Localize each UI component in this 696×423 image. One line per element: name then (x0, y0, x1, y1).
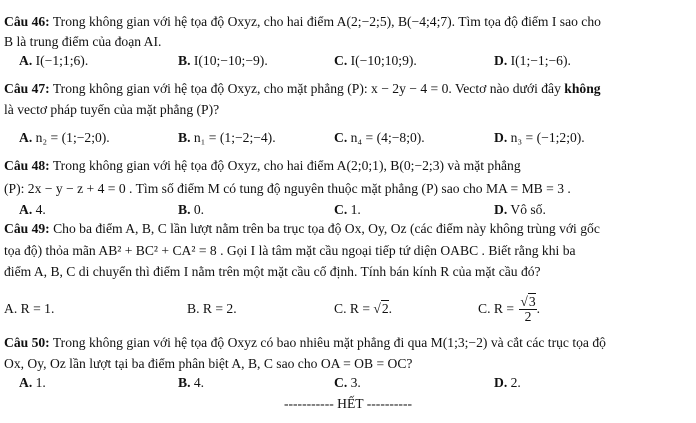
question-47-line-1 (4, 80, 601, 97)
option-value: I(1;−1;−6). (510, 53, 571, 68)
option-value: R = 1. (20, 301, 55, 316)
option-value: 0. (193, 202, 205, 217)
option-label: B. (178, 375, 191, 390)
option-value: 2. (510, 375, 521, 390)
option-b[interactable] (178, 52, 268, 70)
question-50-line-2 (4, 355, 412, 372)
option-value: I(−10;10;9). (350, 53, 417, 68)
option-d[interactable] (494, 52, 571, 70)
option-value: 3. (350, 375, 361, 390)
option-value: R = (349, 301, 374, 316)
option-label: B. (187, 301, 200, 316)
question-49-text: Cho ba điểm A, B, C lần lượt nằm trên ba trục tọa độ Ox, Oy, Oz (các điểm này không trùng với gốc (49, 221, 600, 236)
sqrt-icon: √ (373, 301, 381, 316)
footer-text: ----------- HẾT ---------- (283, 396, 413, 411)
option-value-end: . (536, 301, 541, 316)
option-label: D. (494, 130, 508, 145)
option-value: 1. (350, 202, 361, 217)
option-value: Vô số. (510, 202, 546, 217)
question-49-line-1 (4, 220, 600, 237)
option-d[interactable] (494, 201, 546, 219)
question-46-text: Trong không gian với hệ tọa độ Oxyz, cho hai điểm A(2;−2;5), B(−4;4;7). Tìm tọa độ điểm I sao cho (49, 14, 601, 29)
question-46-label: Câu 46: (4, 14, 50, 29)
question-50-label: Câu 50: (4, 335, 50, 350)
option-label: C. (478, 301, 491, 316)
question-48-options (0, 201, 696, 219)
question-48-line-1 (4, 157, 521, 174)
option-c[interactable] (334, 374, 361, 392)
option-a[interactable] (19, 129, 110, 147)
option-label: A. (19, 375, 33, 390)
option-b[interactable] (178, 374, 204, 392)
option-a[interactable] (4, 292, 54, 326)
sqrt-icon: √ (520, 294, 528, 310)
option-label: D. (494, 375, 508, 390)
question-47-options (0, 129, 696, 147)
option-value: 4. (193, 375, 205, 390)
question-48-line-2 (4, 180, 571, 197)
option-b[interactable] (178, 201, 204, 219)
option-value-end: . (388, 301, 393, 316)
question-49-label: Câu 49: (4, 221, 50, 236)
question-48-label: Câu 48: (4, 158, 50, 173)
option-label: C. (334, 53, 348, 68)
option-c[interactable] (334, 292, 392, 326)
fraction-denominator: 2 (524, 309, 532, 325)
option-c[interactable] (334, 52, 417, 70)
option-c[interactable] (334, 201, 361, 219)
option-a[interactable] (19, 201, 46, 219)
option-label: B. (178, 53, 191, 68)
question-49-line-2 (4, 242, 576, 259)
question-47-label: Câu 47: (4, 81, 50, 96)
sqrt-radicand: 2 (381, 301, 389, 316)
option-value: 1. (35, 375, 46, 390)
option-value: n₁ = (1;−2;−4). (193, 130, 276, 145)
question-46-text-2: B là trung điểm của đoạn AI. (4, 34, 162, 49)
option-label: D. (494, 53, 508, 68)
option-label: B. (178, 130, 191, 145)
option-label: C. (334, 130, 348, 145)
option-b[interactable] (178, 129, 276, 147)
option-d[interactable] (494, 374, 521, 392)
option-value: R = (493, 301, 518, 316)
option-label: D. (494, 202, 508, 217)
question-47-text-2: là vectơ pháp tuyến của mặt phẳng (P)? (4, 102, 220, 117)
option-label: C. (334, 202, 348, 217)
option-label: A. (19, 202, 33, 217)
question-46-line-1 (4, 13, 601, 30)
option-d[interactable] (494, 129, 585, 147)
option-a[interactable] (19, 52, 88, 70)
question-46-options (0, 52, 696, 70)
question-49-options (0, 292, 696, 326)
end-of-exam-marker (0, 395, 696, 412)
option-c[interactable] (334, 129, 425, 147)
question-50-options (0, 374, 696, 392)
option-value: n₄ = (4;−8;0). (350, 130, 425, 145)
option-label: B. (178, 202, 191, 217)
question-47-line-2 (4, 101, 219, 118)
question-49-text-2: tọa độ) thỏa mãn AB² + BC² + CA² = 8 . Gọi I là tâm mặt cầu ngoại tiếp tứ diện OABC . Biết rằng khi ba (4, 243, 576, 258)
option-value: 4. (35, 202, 46, 217)
sqrt-radicand: 3 (528, 294, 536, 310)
question-47-emphasis: không (560, 81, 601, 96)
fraction (519, 295, 536, 324)
question-46-line-2 (4, 33, 161, 50)
option-b[interactable] (187, 292, 237, 326)
question-49-line-3 (4, 263, 541, 280)
question-50-line-1 (4, 334, 606, 351)
option-label: A. (19, 53, 33, 68)
option-value: n₃ = (−1;2;0). (510, 130, 585, 145)
option-label: A. (4, 301, 18, 316)
fraction-numerator (519, 295, 536, 310)
question-48-text: Trong không gian với hệ tọa độ Oxyz, cho hai điểm A(2;0;1), B(0;−2;3) và mặt phẳng (49, 158, 521, 173)
question-48-text-2: (P): 2x − y − z + 4 = 0 . Tìm số điểm M có tung độ nguyên thuộc mặt phẳng (P) sao cho MA = MB = 3 . (4, 181, 571, 196)
question-49-text-3: điểm A, B, C di chuyển thì điểm I nằm trên một mặt cầu cố định. Tính bán kính R của mặt cầu đó? (4, 264, 541, 279)
question-50-text: Trong không gian với hệ tọa độ Oxyz có bao nhiêu mặt phẳng đi qua M(1;3;−2) và cắt các trục tọa độ (49, 335, 606, 350)
question-47-text: Trong không gian với hệ tọa độ Oxyz, cho mặt phẳng (P): x − 2y − 4 = 0. Vectơ nào dưới đây (49, 81, 561, 96)
option-label: A. (19, 130, 33, 145)
option-value: R = 2. (202, 301, 237, 316)
option-value: I(−1;1;6). (35, 53, 89, 68)
option-d[interactable] (478, 292, 540, 326)
option-label: C. (334, 375, 348, 390)
question-50-text-2: Ox, Oy, Oz lần lượt tại ba điểm phân biệt A, B, C sao cho OA = OB = OC? (4, 356, 413, 371)
option-value: I(10;−10;−9). (193, 53, 268, 68)
option-value: n₂ = (1;−2;0). (35, 130, 110, 145)
option-a[interactable] (19, 374, 46, 392)
option-label: C. (334, 301, 347, 316)
